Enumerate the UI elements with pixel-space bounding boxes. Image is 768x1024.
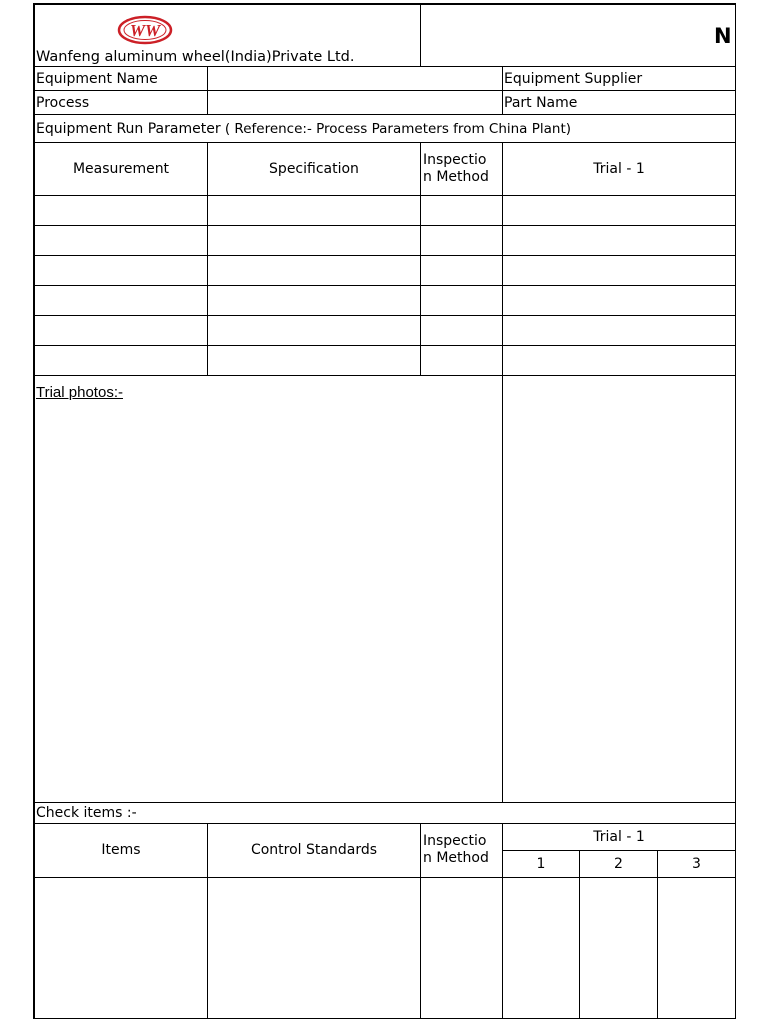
form-title: N [714, 24, 732, 48]
measurement-cell[interactable] [35, 316, 207, 345]
trial-2-cell[interactable] [580, 878, 657, 1018]
inspection-method-column-header [423, 152, 489, 186]
check-inspection-header-line-2: n Method [423, 850, 489, 866]
measurement-cell[interactable] [35, 346, 207, 375]
measurement-cell[interactable] [35, 196, 207, 225]
check-trial-column-header: Trial - 1 [593, 829, 645, 845]
measurement-cell[interactable] [35, 226, 207, 255]
grid-line [33, 114, 736, 115]
inspection-cell[interactable] [421, 196, 502, 225]
check-items-row [35, 878, 735, 1018]
equipment-name-value[interactable] [208, 67, 502, 90]
control-standards-cell[interactable] [208, 878, 420, 1018]
measurement-cell[interactable] [35, 256, 207, 285]
company-logo [117, 15, 173, 45]
grid-line [33, 802, 736, 803]
inspection-header-line-2: n Method [423, 169, 489, 185]
grid-line [420, 3, 421, 67]
trial-1-cell[interactable] [503, 878, 579, 1018]
inspection-cell[interactable] [421, 286, 502, 315]
trial-cell[interactable] [503, 286, 735, 315]
trial-cell[interactable] [503, 196, 735, 225]
table-row [35, 256, 735, 285]
run-parameter-heading [36, 122, 571, 137]
control-standards-column-header: Control Standards [250, 842, 378, 858]
table-row [35, 286, 735, 315]
process-label: Process [36, 95, 90, 111]
trial-sub-column-3: 3 [692, 856, 701, 872]
trial-cell[interactable] [503, 226, 735, 255]
grid-line [502, 850, 736, 851]
process-value[interactable] [208, 91, 502, 114]
trial-column-header: Trial - 1 [593, 161, 645, 177]
table-row [35, 196, 735, 225]
company-logo-text: WW [129, 21, 161, 40]
inspection-header-line-1: Inspectio [423, 152, 487, 168]
grid-line [33, 823, 736, 824]
trial-photos-area[interactable] [35, 376, 502, 802]
trial-photos-side-area[interactable] [503, 376, 735, 802]
trial-photos-label: Trial photos:- [36, 384, 123, 401]
part-name-label: Part Name [504, 95, 578, 111]
trial-3-cell[interactable] [658, 878, 735, 1018]
specification-cell[interactable] [208, 316, 420, 345]
equipment-name-label: Equipment Name [36, 71, 158, 87]
grid-line [502, 66, 503, 115]
specification-cell[interactable] [208, 286, 420, 315]
run-parameter-title: Equipment Run Parameter [36, 121, 221, 137]
table-row [35, 316, 735, 345]
items-column-header: Items [101, 842, 141, 858]
trial-cell[interactable] [503, 256, 735, 285]
company-name: Wanfeng aluminum wheel(India)Private Ltd. [36, 49, 355, 65]
items-cell[interactable] [35, 878, 207, 1018]
specification-cell[interactable] [208, 256, 420, 285]
trial-cell[interactable] [503, 316, 735, 345]
grid-line [33, 142, 736, 143]
trial-sub-column-1: 1 [536, 856, 546, 872]
equipment-supplier-label: Equipment Supplier [504, 71, 643, 87]
check-inspection-method-column-header [423, 833, 489, 867]
check-inspection-header-line-1: Inspectio [423, 833, 487, 849]
specification-column-header: Specification [269, 161, 359, 177]
trial-sub-column-2: 2 [614, 856, 623, 872]
specification-cell[interactable] [208, 346, 420, 375]
check-inspection-cell[interactable] [421, 878, 502, 1018]
table-row [35, 346, 735, 375]
inspection-cell[interactable] [421, 316, 502, 345]
specification-cell[interactable] [208, 226, 420, 255]
table-row [35, 226, 735, 255]
grid-line [33, 3, 736, 5]
inspection-cell[interactable] [421, 346, 502, 375]
specification-cell[interactable] [208, 196, 420, 225]
inspection-cell[interactable] [421, 256, 502, 285]
measurement-cell[interactable] [35, 286, 207, 315]
grid-line [735, 3, 736, 1019]
trial-cell[interactable] [503, 346, 735, 375]
run-parameter-reference: ( Reference:- Process Parameters from China Plant) [220, 121, 572, 137]
measurement-column-header: Measurement [72, 161, 170, 177]
check-items-heading: Check items :- [36, 805, 137, 821]
grid-line [33, 1018, 736, 1019]
inspection-cell[interactable] [421, 226, 502, 255]
